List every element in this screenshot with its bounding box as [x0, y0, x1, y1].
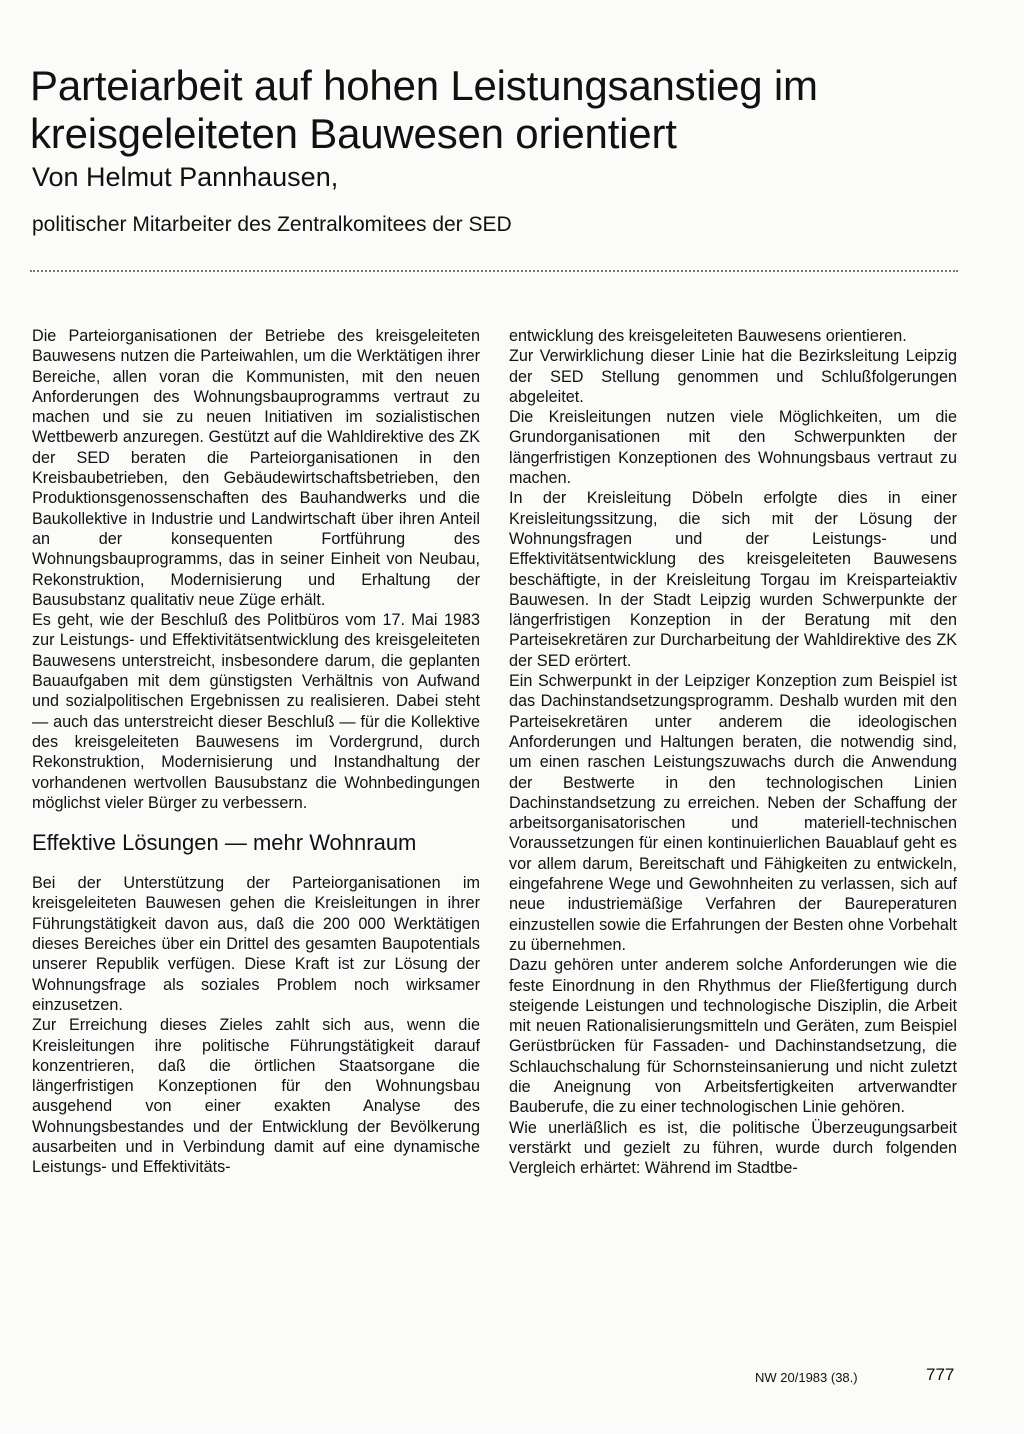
title-divider [30, 270, 958, 272]
paragraph: Zur Verwirklichung dieser Linie hat die Bezirksleitung Leipzig der SED Stellung genommen und Schlußfolgerungen abgeleitet. [509, 347, 957, 406]
article-author: Von Helmut Pannhausen, [32, 162, 339, 192]
paragraph: Zur Erreichung dieses Zieles zahlt sich aus, wenn die Kreisleitungen ihre politische Führungstätigkeit darauf konzentrieren, daß die örtlichen Staatsorgane die längerfristigen Konzeptionen für den Wohnungsbau ausgehend von einer exakten Analyse des Wohnungsbestandes und der Entwicklung der Bevölkerung ausarbeiten und in Verbindung damit auf eine dynamische Leistungs- und Effektivitäts- [32, 1016, 480, 1177]
paragraph: Wie unerläßlich es ist, die politische Überzeugungsarbeit verstärkt und gezielt zu führen, wurde durch folgenden Vergleich erhärtet: Während im Stadtbe- [509, 1118, 957, 1178]
paragraph: entwicklung des kreisgeleiteten Bauwesens orientieren. [509, 327, 907, 345]
paragraph: Es geht, wie der Beschluß des Politbüros vom 17. Mai 1983 zur Leistungs- und Effektivitätsentwicklung des kreisgeleiteten Bauwesens unterstreicht, insbesondere darum, die geplanten Bauaufgaben mit dem günstigsten Verhältnis von Aufwand und sozialpolitischen Ergebnissen zu realisieren. Dabei steht — auch das unterstreicht dieser Beschluß — für die Kollektive des kreisgeleiteten Bauwesens im Vordergrund, durch Rekonstruktion, Modernisierung und Instandhaltung der vorhandenen wertvollen Bausubstanz die Wohnbedingungen möglichst vieler Bürger zu verbessern. [32, 611, 480, 812]
paragraph: Ein Schwerpunkt in der Leipziger Konzeption zum Beispiel ist das Dachinstandsetzungsprogramm. Deshalb wurden mit den Parteisekretären unter anderem die ideologischen Anforderungen und Haltungen beraten, die notwendig sind, um einen raschen Leistungszuwachs durch die Anwendung der Bestwerte in den technologischen Linien Dachinstandsetzung zu erreichen. Neben der Schaffung der arbeitsorganisatorischen und materiell-technischen Voraussetzungen für einen kontinuierlichen Bauablauf geht es vor allem darum, Bereitschaft und Fähigkeiten zu entwickeln, eingefahrene Wege und Gewohnheiten zu verlassen, sich auf neue industriemäßige Verfahren der Baureperaturen einzustellen sowie die Erfahrungen der Besten ohne Vorbehalt zu übernehmen. [509, 672, 957, 954]
article-title: Parteiarbeit auf hohen Leistungsanstieg im kreisgeleiteten Bauwesen orientiert [30, 62, 818, 157]
section-heading: Effektive Lösungen — mehr Wohnraum [32, 830, 417, 856]
author-role: politischer Mitarbeiter des Zentralkomitees der SED [32, 213, 512, 236]
left-column [32, 326, 480, 1178]
paragraph: Die Kreisleitungen nutzen viele Möglichkeiten, um die Grundorganisationen mit den Schwerpunkten der längerfristigen Konzeptionen des Wohnungsbaus vertraut zu machen. [509, 408, 957, 488]
paragraph: Die Parteiorganisationen der Betriebe des kreisgeleiteten Bauwesens nutzen die Parteiwahlen, um die Werktätigen ihrer Bereiche, allen voran die Kommunisten, mit den neuen Anforderungen des Wohnungsbauprogramms vertraut zu machen und sie zu neuen Initiativen im sozialistischen Wettbewerb anzuregen. Gestützt auf die Wahldirektive des ZK der SED beraten die Parteiorganisationen in den Kreisbaubetrieben, den Gebäudewirtschaftsbetrieben, den Produktionsgenossenschaften des Bauhandwerks und die Baukollektive in Industrie und Landwirtschaft über ihren Anteil an der konsequenten Fortführung des Wohnungsbauprogramms, das in seiner Einheit von Neubau, Rekonstruktion, Modernisierung und Erhaltung der Bausubstanz qualitativ neue Züge erhält. [32, 327, 480, 609]
page-number: 777 [926, 1365, 955, 1384]
right-column [509, 326, 957, 1178]
paragraph: In der Kreisleitung Döbeln erfolgte dies in einer Kreisleitungssitzung, die sich mit der Lösung der Wohnungsfragen und der Leistungs- und Effektivitätsentwicklung des kreisgeleiteten Bauwesens beschäftigte, in der Kreisleitung Torgau im Kreisparteiaktiv Bauwesen. In der Stadt Leipzig wurden Schwerpunkte der längerfristigen Konzeption in der Beratung mit den Parteisekretären zur Durcharbeitung der Wahldirektive des ZK der SED erörtert. [509, 489, 957, 670]
paragraph: Bei der Unterstützung der Parteiorganisationen im kreisgeleiteten Bauwesen gehen die Kreisleitungen in ihrer Führungstätigkeit davon aus, daß die 200 000 Werktätigen dieses Bereiches über ein Drittel des gesamten Baupotentials unserer Republik verfügen. Diese Kraft ist zur Lösung der Wohnungsfrage als soziales Problem noch wirksamer einzusetzen. [32, 874, 480, 1014]
issue-reference: NW 20/1983 (38.) [755, 1370, 858, 1385]
paragraph: Dazu gehören unter anderem solche Anforderungen wie die feste Einordnung in den Rhythmus der Fließfertigung durch steigende Leistungen und technologische Disziplin, die Arbeit mit neuen Rationalisierungsmitteln und Geräten, zum Beispiel Gerüstbrücken für Fassaden- und Dachinstandsetzung, die Schlauchschalung für Schornsteinsanierung und nicht zuletzt die Aneignung von Arbeitsfertigkeiten artverwandter Bauberufe, die zu einer technologischen Linie gehören. [509, 956, 957, 1117]
